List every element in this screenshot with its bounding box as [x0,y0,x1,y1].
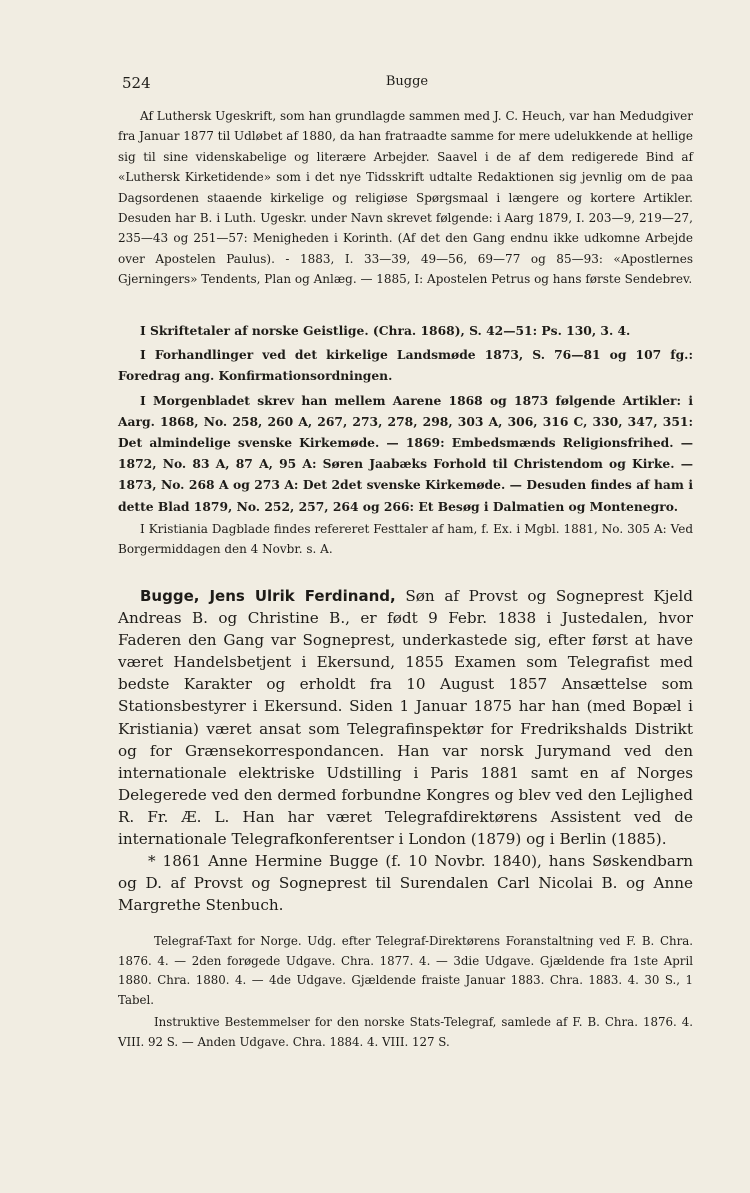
running-head: Bugge [385,74,429,89]
bibliography [118,932,693,1053]
paragraph-morgenbladet: I Morgenbladet skrev han mellem Aarene 1868 og 1873 følgende Artikler: i Aarg. 1868, No. 258, 260 A, 267, 273, 278, 298, 303 A, 306, 316 C, 330, 347, 351: Det almindelige svenske Kirkemøde. — 1869: Embedsmænds Religionsfrihed. — 1872, No. 83 A, 87 A, 95 A: Søren Jaabæks Forhold til Christendom og Kirke. — 1873, No. 268 A og 273 A: Det 2det svenske Kirkemøde. — Desuden findes af ham i dette Blad 1879, No. 252, 257, 264 og 266: Et Besøg i Dalmatien og Montenegro. [118,392,693,514]
marriage-paragraph: * 1861 Anne Hermine Bugge (f. 10 Novbr. 1840), hans Søskendbarn og D. af Provst og Sogneprest til Surendalen Carl Nicolai B. og Anne Margrethe Stenbuch. [118,852,693,915]
bibliography-item-instruktive-bestemmelser: Instruktive Bestemmelser for den norske Stats-Telegraf, samlede af F. B. Chra. 1876. 4. VIII. 92 S. — Anden Udgave. Chra. 1884. 4. VIII. 127 S. [118,1015,693,1049]
paragraph-skriftetaler: I Skriftetaler af norske Geistlige. (Chra. 1868), S. 42—51: Ps. 130, 3. 4. [140,323,631,338]
paragraph-luthersk-ugeskrift: Af Luthersk Ugeskrift, som han grundlagde sammen med J. C. Heuch, var han Medudgiver fra Januar 1877 til Udløbet af 1880, da han fratraadte samme for mere udelukkende at hellige sig til sine videnskabelige og literære Arbejder. Saavel i de af dem redigerede Bind af «Luthersk Kirketidende» som i det nye Tidsskrift udtalte Redaktionen sig jevnlig om de paa Dagsordenen staaende kirkelige og religiøse Spørgsmaal i længere og kortere Artikler. Desuden har B. i Luth. Ugeskr. under Navn skrevet følgende: i Aarg 1879, I. 203—9, 219—27, 235—43 og 251—57: Menigheden i Korinth. (Af det den Gang endnu ikke udkomne Arbejde over Apostelen Paulus). - 1883, I. 33—39, 49—56, 69—77 og 85—93: «Apostlernes Gjerningers» Tendents, Plan og Anlæg. — 1885, I: Apostelen Petrus og hans første Sendebrev. [118,109,693,287]
biographical-entry [118,585,693,916]
paragraph-dagblade: I Kristiania Dagblade findes refereret Festtaler af ham, f. Ex. i Mgbl. 1881, No. 305 A: Ved Borgermiddagen den 4 Novbr. s. A. [118,522,693,557]
fraktur-references [118,320,693,517]
entry-name: Bugge, Jens Ulrik Ferdinand, [140,587,396,605]
entry-body: Søn af Provst og Sogneprest Kjeld Andreas B. og Christine B., er født 9 Febr. 1838 i Justedalen, hvor Faderen den Gang var Sogneprest, underkastede sig, efter først at have været Handelsbetjent i Ekersund, 1855 Examen som Telegrafist med bedste Karakter og erholdt fra 10 August 1857 Ansættelse som Stationsbestyrer i Ekersund. Siden 1 Januar 1875 har han (med Bopæl i Kristiania) været ansat som Telegrafinspektør for Fredrikshalds Distrikt og for Grænsekorrespondancen. Han var norsk Jurymand ved den internationale elektriske Udstilling i Paris 1881 samt en af Norges Delegerede ved den dermed forbundne Kongres og blev ved den Lejlighed R. Fr. Æ. L. Han har været Telegrafdirektørens Assistent ved de internationale Telegrafkonferentser i London (1879) og i Berlin (1885). [118,587,694,849]
dagblade-note [118,519,693,560]
paragraph-forhandlinger: I Forhandlinger ved det kirkelige Landsmøde 1873, S. 76—81 og 107 fg.: Foredrag ang. Konfirmationsordningen. [118,347,693,384]
previous-entry-continuation [118,106,693,290]
page-number: 524 [122,74,151,92]
entry-paragraph [118,585,693,850]
page-header [122,74,692,96]
bibliography-item-telegraf-taxt: Telegraf-Taxt for Norge. Udg. efter Telegraf-Direktørens Foranstaltning ved F. B. Chra. 1876. 4. — 2den forøgede Udgave. Chra. 1877. 4. — 3die Udgave. Gjældende fra 1ste April 1880. Chra. 1880. 4. — 4de Udgave. Gjældende fraiste Januar 1883. Chra. 1883. 4. 30 S., 1 Tabel. [118,934,693,1007]
